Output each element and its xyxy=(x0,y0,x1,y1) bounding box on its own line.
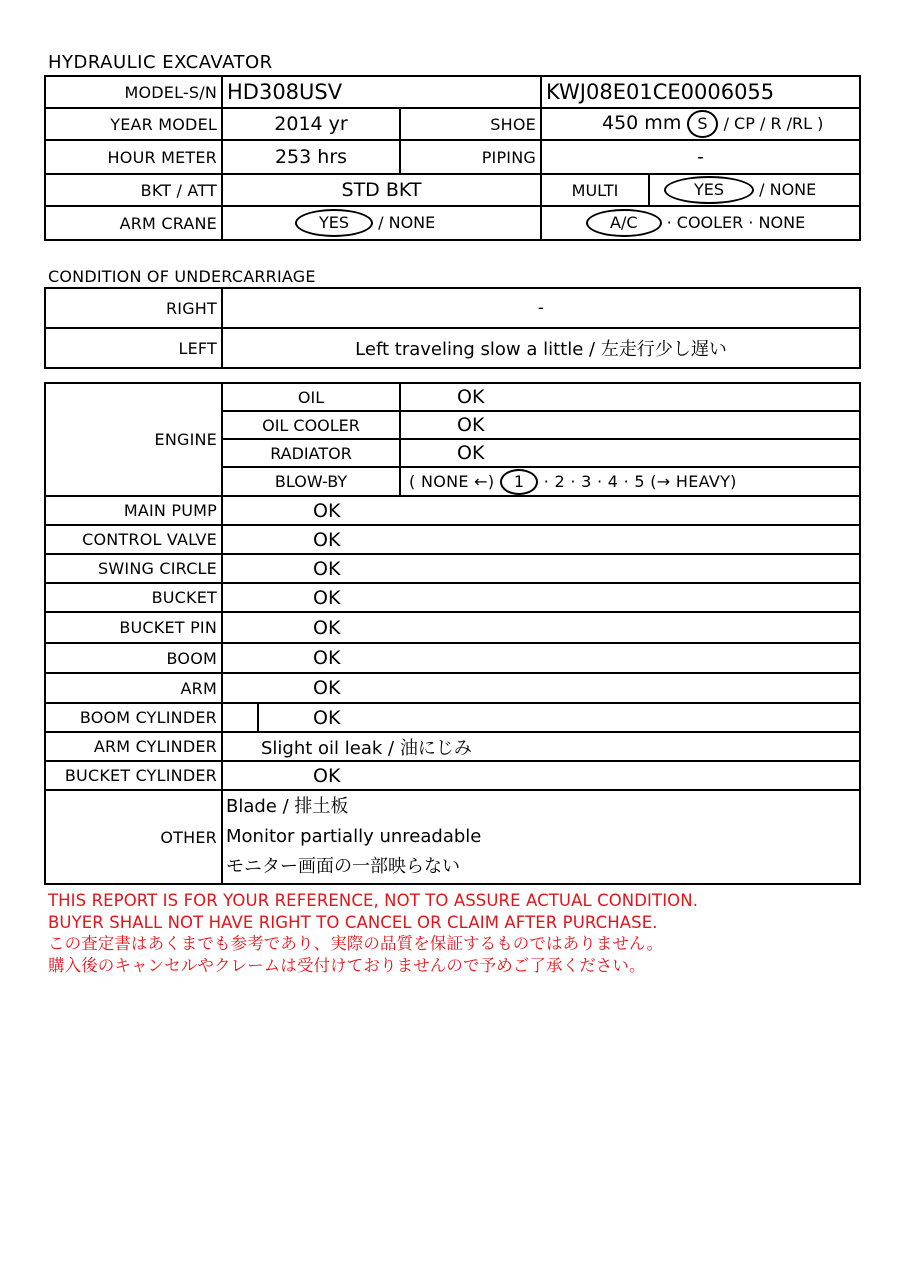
undercarriage-table xyxy=(44,287,861,369)
undercarriage-title: CONDITION OF UNDERCARRIAGE xyxy=(48,267,316,286)
arm-crane-options: / NONE xyxy=(378,213,436,232)
row-label: ARM CYLINDER xyxy=(45,732,222,761)
row-label: BUCKET xyxy=(45,583,222,612)
other-line: モニター画面の一部映らない xyxy=(226,856,460,877)
year-value: 2014 yr xyxy=(222,108,400,140)
engine-item-label: RADIATOR xyxy=(222,439,400,467)
year-label: YEAR MODEL xyxy=(45,108,222,140)
shoe-selected-oval: S xyxy=(687,110,717,138)
row-label: BOOM xyxy=(45,643,222,673)
ac-selected-oval: A/C xyxy=(586,209,662,237)
row-value: OK xyxy=(222,612,860,643)
engine-item-value: OK xyxy=(400,439,860,467)
ac-cell xyxy=(541,206,860,240)
ac-options: · COOLER · NONE xyxy=(666,213,806,232)
row-value: OK xyxy=(222,496,860,525)
engine-item-value: OK xyxy=(400,411,860,439)
model-value: HD308USV xyxy=(222,76,541,108)
bkt-att-label: BKT / ATT xyxy=(45,174,222,206)
piping-label: PIPING xyxy=(400,140,541,174)
blowby-selected-oval: 1 xyxy=(500,469,538,495)
arm-crane-label: ARM CRANE xyxy=(45,206,222,240)
row-value: OK xyxy=(258,703,860,732)
shoe-value: 450 mm xyxy=(602,112,682,134)
other-line: Blade / 排土板 xyxy=(226,796,349,817)
multi-options: / NONE xyxy=(759,180,817,199)
row-label: BUCKET CYLINDER xyxy=(45,761,222,790)
row-label: BOOM CYLINDER xyxy=(45,703,222,732)
disclaimer-line: 購入後のキャンセルやクレームは受付けておりませんので予めご了承ください。 xyxy=(48,955,646,975)
model-sn-label: MODEL-S/N xyxy=(45,76,222,108)
row-value: Slight oil leak / 油にじみ xyxy=(222,732,860,761)
document-title: HYDRAULIC EXCAVATOR xyxy=(48,52,273,73)
shoe-cell xyxy=(541,108,860,140)
disclaimer-line: THIS REPORT IS FOR YOUR REFERENCE, NOT TO ASSURE ACTUAL CONDITION. xyxy=(48,891,699,910)
engine-item-value: OK xyxy=(400,383,860,411)
row-value: OK xyxy=(222,525,860,554)
row-label: ARM xyxy=(45,673,222,703)
bkt-value: STD BKT xyxy=(222,174,541,206)
spec-table xyxy=(44,75,861,241)
shoe-options: / CP / R /RL ) xyxy=(723,114,824,133)
row-label: CONTROL VALVE xyxy=(45,525,222,554)
disclaimer-line: この査定書はあくまでも参考であり、実際の品質を保証するものではありません。 xyxy=(48,934,664,953)
engine-item-label: OIL xyxy=(222,383,400,411)
blowby-rest: · 2 · 3 · 4 · 5 (→ HEAVY) xyxy=(543,471,737,491)
row-label: MAIN PUMP xyxy=(45,496,222,525)
left-value: Left traveling slow a little / 左走行少し遅い xyxy=(222,328,860,368)
other-notes xyxy=(222,790,860,884)
row-value: OK xyxy=(222,554,860,583)
hours-value: 253 hrs xyxy=(222,140,400,174)
left-label: LEFT xyxy=(45,328,222,368)
serial-value: KWJ08E01CE0006055 xyxy=(541,76,860,108)
row-value: OK xyxy=(222,583,860,612)
arm-crane-cell xyxy=(222,206,541,240)
engine-label: ENGINE xyxy=(45,383,222,496)
disclaimer-line: BUYER SHALL NOT HAVE RIGHT TO CANCEL OR CLAIM AFTER PURCHASE. xyxy=(48,912,658,932)
blowby-prefix: ( NONE ←) xyxy=(409,471,495,491)
multi-cell xyxy=(649,174,860,206)
right-label: RIGHT xyxy=(45,288,222,328)
right-value: - xyxy=(222,288,860,328)
boom-cylinder-blank-cell xyxy=(222,703,258,732)
condition-table xyxy=(44,382,861,885)
row-label: BUCKET PIN xyxy=(45,612,222,643)
hour-meter-label: HOUR METER xyxy=(45,140,222,174)
engine-item-label: OIL COOLER xyxy=(222,411,400,439)
disclaimer xyxy=(48,890,698,976)
shoe-label: SHOE xyxy=(400,108,541,140)
row-value: OK xyxy=(222,673,860,703)
row-label: SWING CIRCLE xyxy=(45,554,222,583)
piping-value: - xyxy=(541,140,860,174)
arm-crane-selected-oval: YES xyxy=(295,209,373,237)
row-value: OK xyxy=(222,643,860,673)
other-line: Monitor partially unreadable xyxy=(226,826,482,847)
multi-label: MULTI xyxy=(541,174,649,206)
row-value: OK xyxy=(222,761,860,790)
other-label: OTHER xyxy=(45,790,222,884)
multi-selected-oval: YES xyxy=(664,176,754,204)
blowby-scale xyxy=(400,467,860,496)
blowby-label: BLOW-BY xyxy=(222,467,400,496)
